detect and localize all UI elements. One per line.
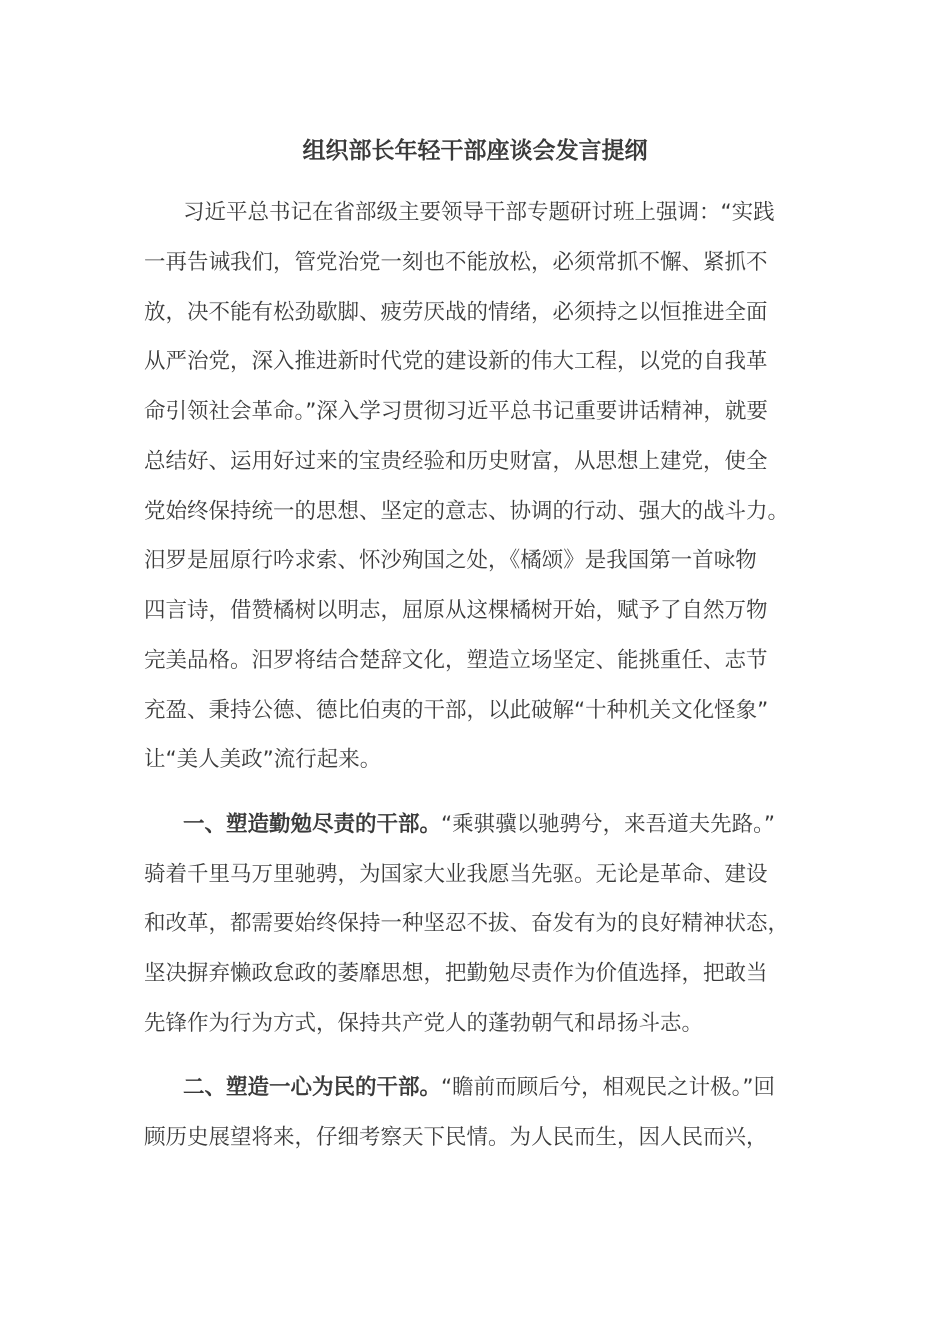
paragraph-line: 放，决不能有松劲歇脚、疲劳厌战的情绪，必须持之以恒推进全面 xyxy=(144,300,768,325)
paragraph-line: 骑着千里马万里驰骋，为国家大业我愿当先驱。无论是革命、建设 xyxy=(144,862,768,887)
section-first-line xyxy=(183,807,775,843)
section-heading: 二、塑造一心为民的干部。 xyxy=(183,1075,442,1100)
paragraph-line: 先锋作为行为方式，保持共产党人的蓬勃朝气和昂扬斗志。 xyxy=(144,1011,704,1036)
paragraph-line: 和改革，都需要始终保持一种坚忍不拔、奋发有为的良好精神状态， xyxy=(144,911,790,936)
paragraph-line: 从严治党，深入推进新时代党的建设新的伟大工程，以党的自我革 xyxy=(144,349,768,374)
paragraph-line: 汨罗是屈原行吟求索、怀沙殉国之处，《橘颂》是我国第一首咏物 xyxy=(144,548,757,573)
paragraph-line: 命引领社会革命。”深入学习贯彻习近平总书记重要讲话精神，就要 xyxy=(144,399,768,424)
paragraph-line: 党始终保持统一的思想、坚定的意志、协调的行动、强大的战斗力。 xyxy=(144,499,790,524)
paragraph-line: 总结好、运用好过来的宝贵经验和历史财富，从思想上建党，使全 xyxy=(144,449,768,474)
paragraph-line: 顾历史展望将来，仔细考察天下民情。为人民而生，因人民而兴， xyxy=(144,1125,768,1150)
paragraph-line: 坚决摒弃懒政怠政的萎靡思想，把勤勉尽责作为价值选择，把敢当 xyxy=(144,961,768,986)
paragraph-line: 习近平总书记在省部级主要领导干部专题研讨班上强调：“实践 xyxy=(183,200,775,225)
paragraph-line: 完美品格。汨罗将结合楚辞文化，塑造立场坚定、能挑重任、志节 xyxy=(144,648,768,673)
document-title: 组织部长年轻干部座谈会发言提纲 xyxy=(302,138,648,164)
section-heading: 一、塑造勤勉尽责的干部。 xyxy=(183,812,442,837)
paragraph-line: 一再告诫我们，管党治党一刻也不能放松，必须常抓不懈、紧抓不 xyxy=(144,250,768,275)
paragraph-line: 充盈、秉持公德、德比伯夷的干部，以此破解“十种机关文化怪象” xyxy=(144,698,769,723)
paragraph-line: 四言诗，借赞橘树以明志，屈原从这棵橘树开始，赋予了自然万物 xyxy=(144,598,768,623)
paragraph-line: 让“美人美政”流行起来。 xyxy=(144,747,382,772)
section-quote: “乘骐骥以驰骋兮，来吾道夫先路。” xyxy=(441,812,776,837)
section-first-line xyxy=(183,1070,775,1106)
section-quote: “瞻前而顾后兮，相观民之计极。”回 xyxy=(441,1075,776,1100)
